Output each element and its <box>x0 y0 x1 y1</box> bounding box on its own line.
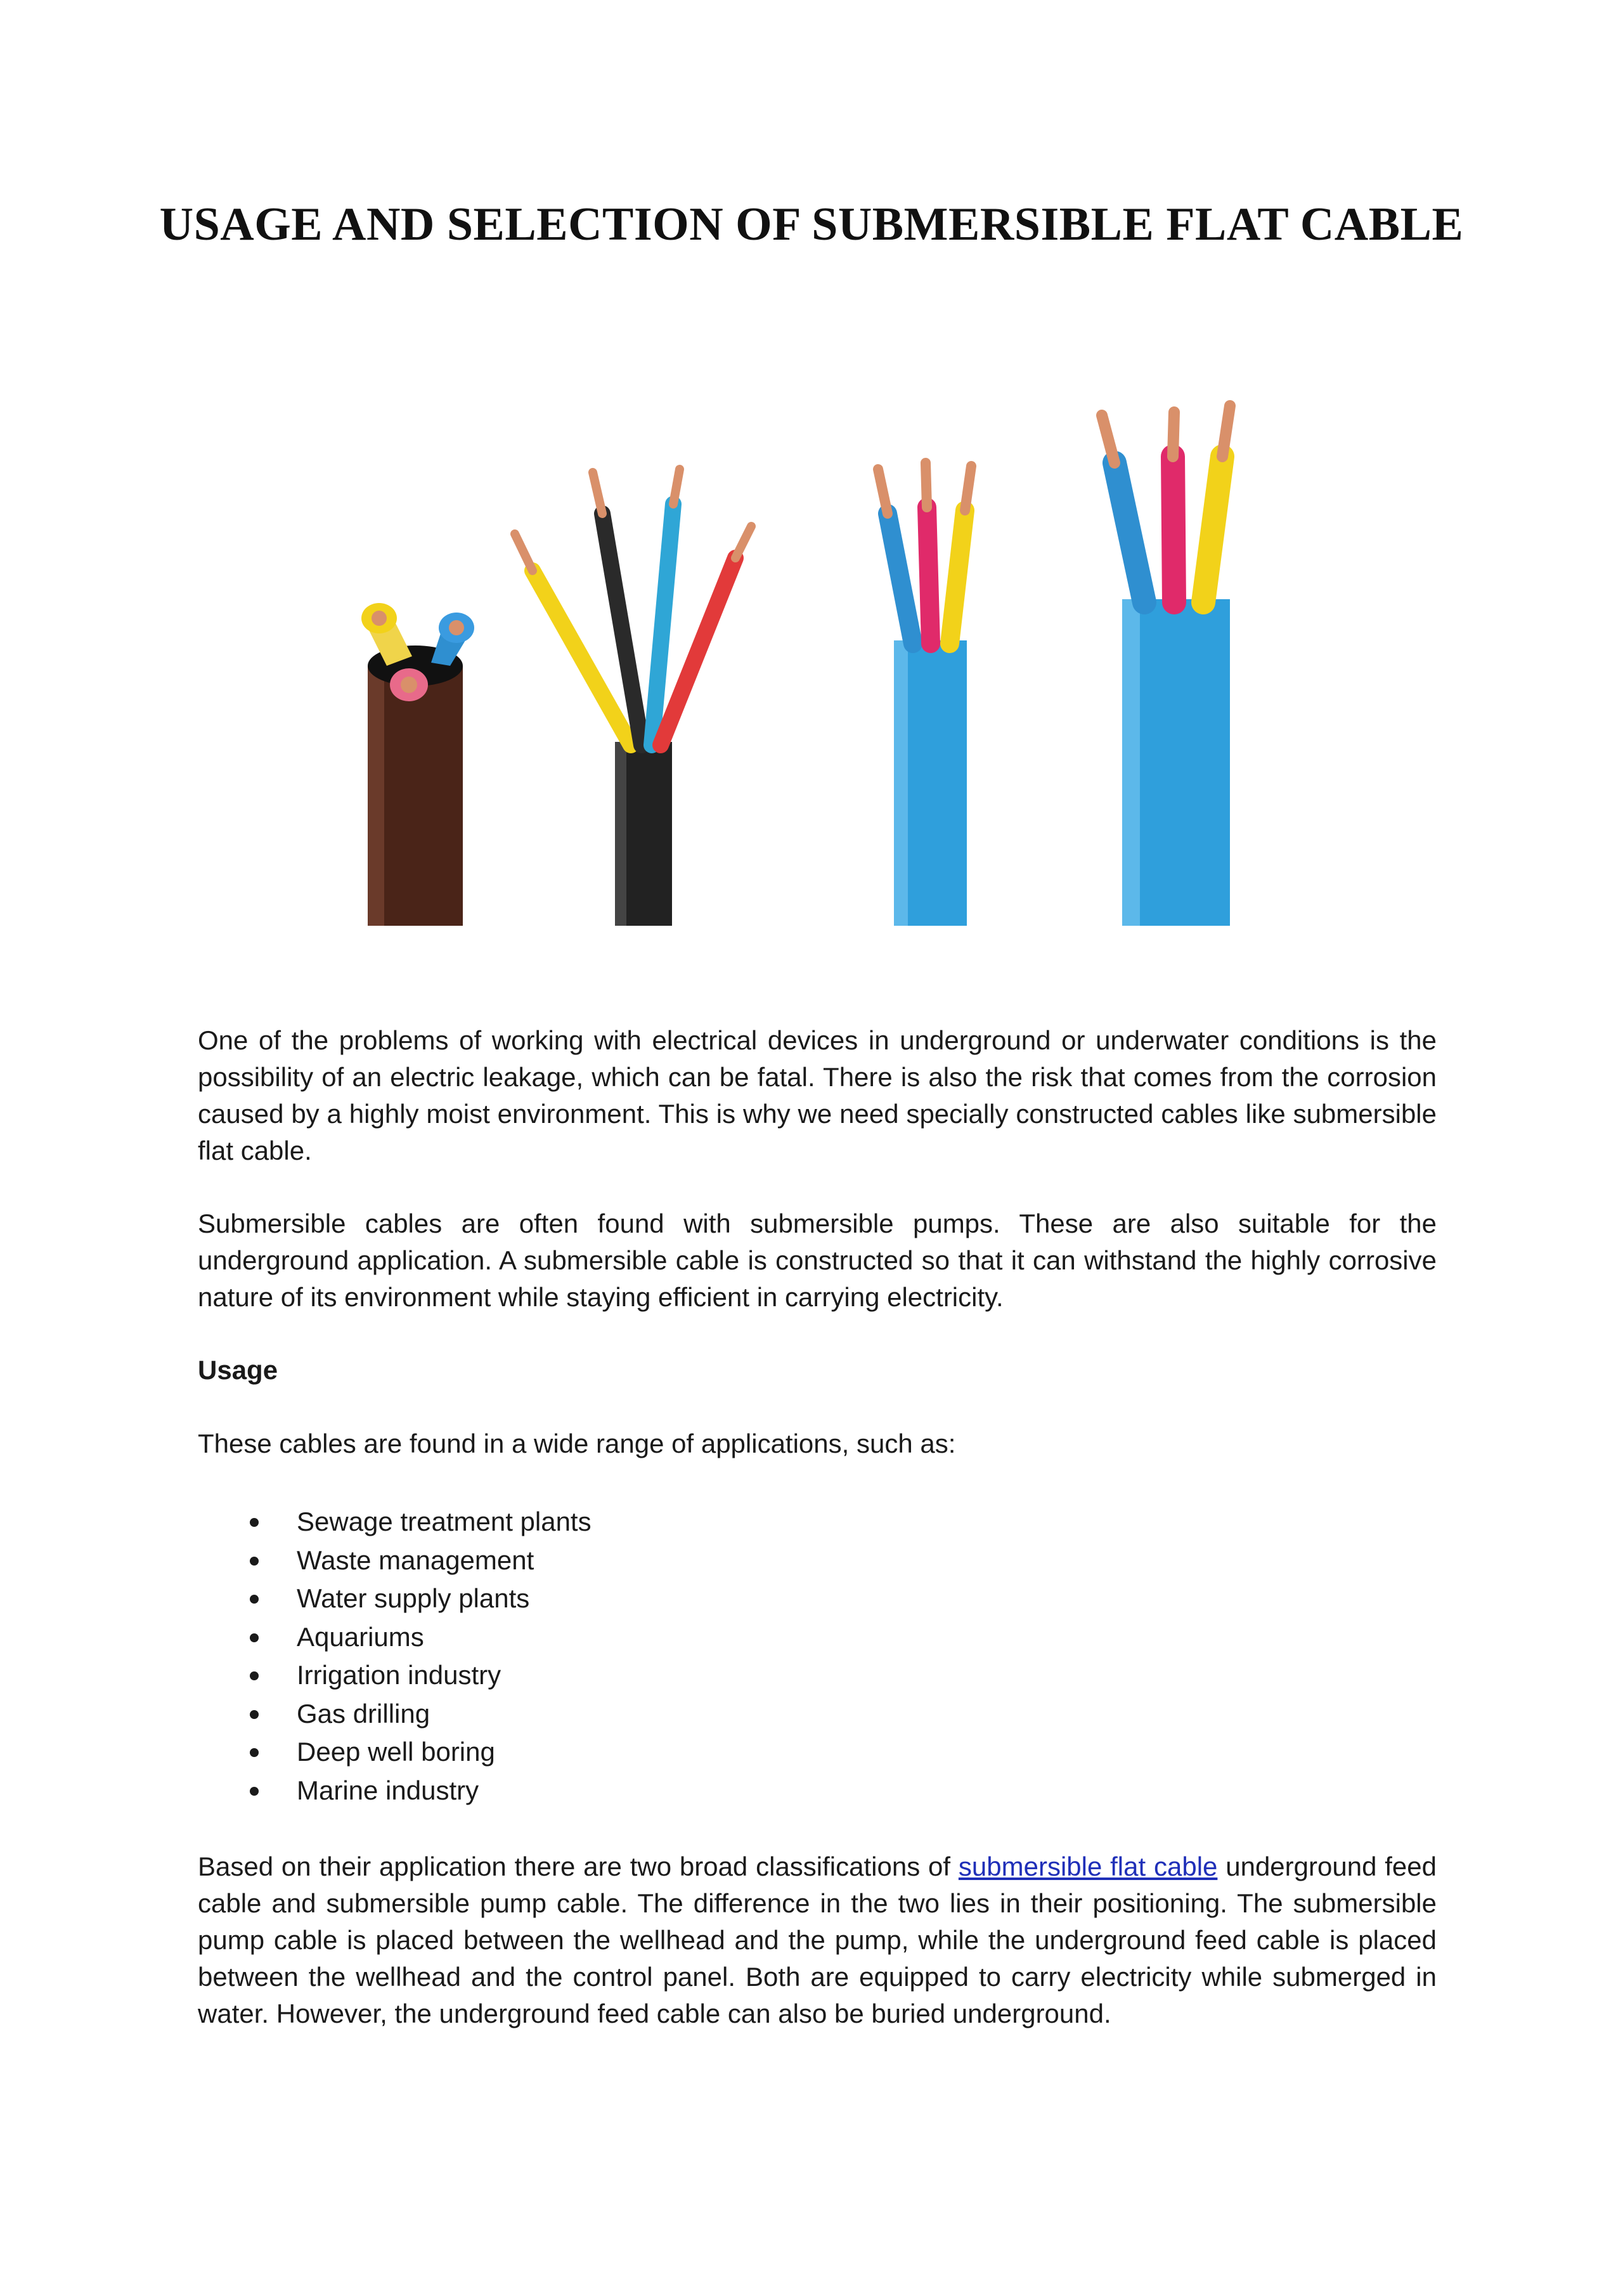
list-item: Aquariums <box>198 1618 592 1657</box>
list-item: Irrigation industry <box>198 1656 592 1695</box>
pumps-paragraph: Submersible cables are often found with submersible pumps. These are also suitable for the underground application. A submersible cable is constructed so that it can withstand the highly corrosive nature of its environment while staying efficient in carrying electricity. <box>198 1209 1437 1312</box>
cable-blue-three-core-large <box>1102 406 1230 926</box>
list-item: Water supply plants <box>198 1579 592 1618</box>
usage-heading: Usage <box>198 1355 278 1385</box>
classification-text-before: Based on their application there are two broad classifications of <box>198 1852 959 1881</box>
list-item: Marine industry <box>198 1772 592 1810</box>
list-item: Gas drilling <box>198 1695 592 1734</box>
cable-black-four-core <box>515 469 751 926</box>
submersible-flat-cable-link[interactable]: submersible flat cable <box>958 1852 1218 1881</box>
list-item: Deep well boring <box>198 1733 592 1772</box>
cable-blue-three-core-small <box>878 463 971 926</box>
cable-samples-illustration <box>279 368 1306 926</box>
classification-paragraph <box>198 1848 1437 2032</box>
page-title: USAGE AND SELECTION OF SUBMERSIBLE FLAT CABLE <box>159 198 1464 250</box>
applications-intro: These cables are found in a wide range of applications, such as: <box>198 1429 956 1458</box>
applications-list <box>198 1503 592 1810</box>
intro-paragraph: One of the problems of working with electrical devices in underground or underwater conditions is the possibility of an electric leakage, which can be fatal. There is also the risk that comes from the corrosion caused by a highly moist environment. This is why we need specially constructed cables like submersible flat cable. <box>198 1025 1437 1165</box>
list-item: Waste management <box>198 1541 592 1580</box>
list-item: Sewage treatment plants <box>198 1503 592 1541</box>
cable-brown-three-core <box>361 603 474 926</box>
classification-text-after: underground feed cable and submersible pump cable. The difference in the two lies in their positioning. The submersible pump cable is placed between the wellhead and the pump, while the underground feed cable is placed between the wellhead and the control panel. Both are equipped to carry electricity while submerged in water. However, the underground feed cable can also be buried underground. <box>198 1852 1437 2028</box>
